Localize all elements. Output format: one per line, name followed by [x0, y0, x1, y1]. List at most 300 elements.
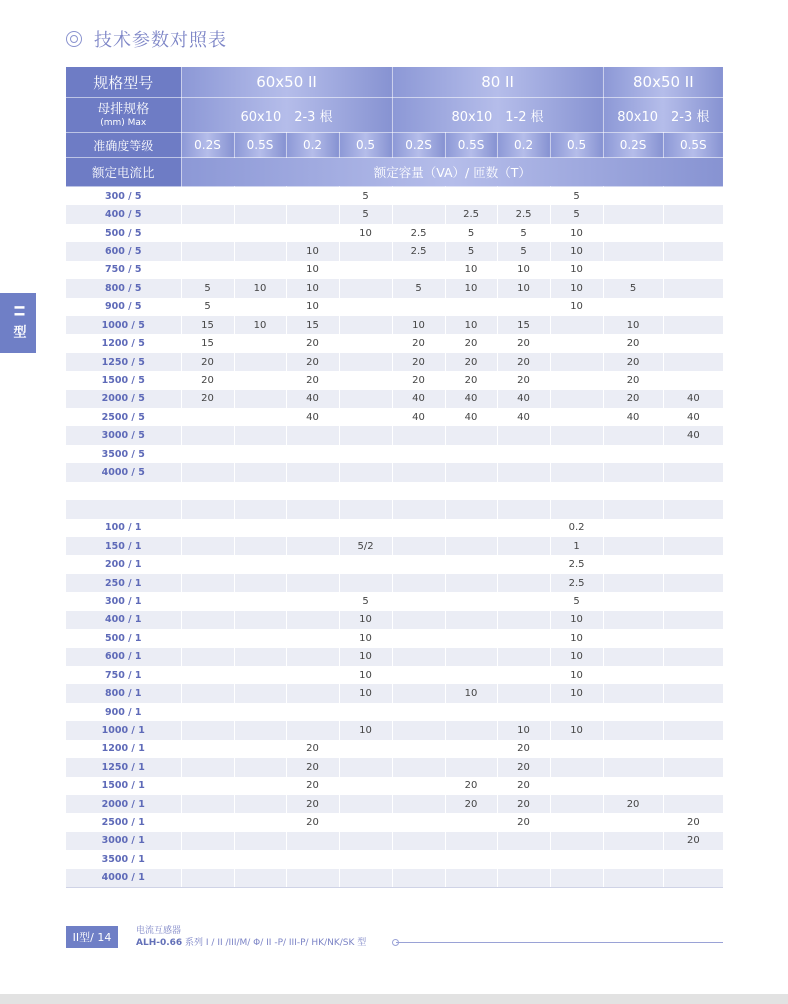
capacity-cell	[234, 390, 286, 408]
capacity-cell	[663, 703, 723, 721]
capacity-cell: 20	[286, 758, 339, 776]
capacity-cell	[497, 684, 550, 702]
capacity-cell	[497, 298, 550, 316]
capacity-cell: 40	[392, 390, 445, 408]
capacity-cell: 5	[339, 592, 392, 610]
capacity-cell: 1	[550, 537, 603, 555]
capacity-cell	[663, 463, 723, 481]
capacity-cell: 2.5	[550, 555, 603, 573]
capacity-cell	[181, 813, 234, 831]
table-row	[66, 740, 723, 758]
capacity-cell	[181, 555, 234, 573]
capacity-cell: 20	[497, 777, 550, 795]
capacity-cell	[234, 205, 286, 223]
capacity-cell	[663, 666, 723, 684]
ratio-cell: 1500 / 1	[66, 777, 181, 795]
capacity-cell	[234, 445, 286, 463]
capacity-cell: 20	[392, 334, 445, 352]
capacity-cell: 20	[497, 740, 550, 758]
capacity-cell	[392, 832, 445, 850]
ratio-cell: 500 / 5	[66, 224, 181, 242]
capacity-cell	[392, 869, 445, 888]
capacity-cell: 20	[497, 813, 550, 831]
capacity-cell: 40	[603, 408, 663, 426]
capacity-cell	[663, 758, 723, 776]
table-row	[66, 795, 723, 813]
capacity-cell	[286, 629, 339, 647]
capacity-cell	[445, 298, 497, 316]
capacity-cell	[234, 666, 286, 684]
capacity-cell	[234, 242, 286, 260]
capacity-cell	[181, 537, 234, 555]
capacity-cell: 10	[339, 666, 392, 684]
capacity-cell	[392, 519, 445, 537]
ratio-cell: 2000 / 1	[66, 795, 181, 813]
table-row	[66, 574, 723, 592]
table-row	[66, 777, 723, 795]
busbar-unit: (mm) Max	[100, 118, 147, 128]
capacity-cell: 2.5	[550, 574, 603, 592]
capacity-cell	[339, 279, 392, 297]
capacity-cell	[445, 555, 497, 573]
capacity-cell: 20	[286, 813, 339, 831]
capacity-cell	[550, 740, 603, 758]
capacity-cell: 20	[181, 390, 234, 408]
capacity-cell	[339, 555, 392, 573]
capacity-cell	[603, 463, 663, 481]
capacity-cell: 10	[550, 666, 603, 684]
capacity-cell	[286, 555, 339, 573]
capacity-cell	[286, 445, 339, 463]
capacity-cell	[550, 390, 603, 408]
capacity-cell: 2.5	[392, 242, 445, 260]
capacity-cell: 10	[550, 298, 603, 316]
capacity-cell	[181, 592, 234, 610]
capacity-cell	[663, 740, 723, 758]
capacity-cell	[181, 611, 234, 629]
capacity-cell	[339, 850, 392, 868]
capacity-cell	[392, 795, 445, 813]
ratio-cell: 600 / 1	[66, 648, 181, 666]
accuracy-cell: 0.5	[550, 133, 603, 158]
capacity-cell	[234, 555, 286, 573]
capacity-cell	[603, 426, 663, 444]
capacity-cell	[392, 740, 445, 758]
ratio-cell: 500 / 1	[66, 629, 181, 647]
capacity-cell: 5/2	[339, 537, 392, 555]
capacity-cell: 20	[286, 353, 339, 371]
capacity-cell	[445, 869, 497, 888]
capacity-cell: 10	[550, 684, 603, 702]
capacity-cell	[392, 758, 445, 776]
capacity-cell	[550, 758, 603, 776]
capacity-cell	[234, 298, 286, 316]
capacity-cell	[339, 500, 392, 518]
capacity-cell: 10	[550, 611, 603, 629]
capacity-cell: 5	[550, 592, 603, 610]
capacity-cell: 40	[445, 390, 497, 408]
header-row-accuracy	[66, 133, 723, 158]
capacity-cell	[392, 777, 445, 795]
capacity-cell	[445, 611, 497, 629]
capacity-cell: 10	[339, 684, 392, 702]
capacity-cell	[663, 205, 723, 223]
table-row	[66, 353, 723, 371]
capacity-cell	[550, 426, 603, 444]
table-row	[66, 611, 723, 629]
capacity-cell: 10	[392, 316, 445, 334]
capacity-cell	[663, 684, 723, 702]
capacity-cell: 10	[603, 316, 663, 334]
capacity-cell	[392, 850, 445, 868]
capacity-cell	[234, 482, 286, 500]
capacity-cell: 15	[497, 316, 550, 334]
busbar-80: 80x10 1-2 根	[392, 98, 603, 133]
capacity-cell	[497, 666, 550, 684]
capacity-cell	[234, 537, 286, 555]
capacity-cell: 20	[392, 353, 445, 371]
capacity-cell	[445, 592, 497, 610]
capacity-cell	[550, 408, 603, 426]
capacity-cell: 20	[497, 795, 550, 813]
capacity-cell	[181, 261, 234, 279]
capacity-cell	[497, 482, 550, 500]
capacity-cell	[445, 537, 497, 555]
capacity-cell	[550, 353, 603, 371]
capacity-cell	[181, 777, 234, 795]
capacity-cell	[663, 850, 723, 868]
capacity-cell: 40	[392, 408, 445, 426]
capacity-cell	[234, 463, 286, 481]
capacity-cell: 20	[181, 371, 234, 389]
capacity-cell	[392, 684, 445, 702]
capacity-cell	[497, 869, 550, 888]
capacity-cell	[286, 205, 339, 223]
capacity-cell	[339, 390, 392, 408]
capacity-cell	[234, 795, 286, 813]
capacity-cell	[663, 445, 723, 463]
ratio-cell	[66, 482, 181, 500]
capacity-cell	[286, 224, 339, 242]
capacity-cell	[392, 463, 445, 481]
capacity-cell	[339, 740, 392, 758]
capacity-cell	[550, 703, 603, 721]
capacity-cell	[234, 224, 286, 242]
capacity-cell	[663, 869, 723, 888]
capacity-cell: 10	[286, 261, 339, 279]
capacity-cell: 20	[603, 334, 663, 352]
capacity-cell	[445, 629, 497, 647]
capacity-cell	[286, 684, 339, 702]
capacity-cell	[181, 426, 234, 444]
capacity-cell: 20	[663, 832, 723, 850]
capacity-cell	[603, 224, 663, 242]
capacity-cell	[181, 205, 234, 223]
capacity-cell	[286, 537, 339, 555]
ratio-cell: 600 / 5	[66, 242, 181, 260]
capacity-cell: 20	[497, 371, 550, 389]
ratio-cell: 800 / 5	[66, 279, 181, 297]
capacity-cell	[286, 426, 339, 444]
capacity-cell	[603, 758, 663, 776]
capacity-cell	[603, 832, 663, 850]
ratio-cell: 750 / 5	[66, 261, 181, 279]
capacity-cell: 20	[445, 371, 497, 389]
capacity-cell	[234, 187, 286, 206]
capacity-cell	[234, 408, 286, 426]
capacity-cell	[181, 758, 234, 776]
capacity-cell: 10	[339, 721, 392, 739]
capacity-cell	[286, 500, 339, 518]
capacity-cell: 5	[392, 279, 445, 297]
capacity-cell	[234, 758, 286, 776]
table-row	[66, 813, 723, 831]
capacity-cell	[550, 832, 603, 850]
capacity-cell	[550, 445, 603, 463]
accuracy-cell: 0.5S	[234, 133, 286, 158]
table-row	[66, 279, 723, 297]
table-row	[66, 408, 723, 426]
header-row-busbar	[66, 98, 723, 133]
busbar-80x50: 80x10 2-3 根	[603, 98, 723, 133]
ratio-cell: 1250 / 1	[66, 758, 181, 776]
capacity-cell	[497, 574, 550, 592]
capacity-cell: 10	[445, 684, 497, 702]
capacity-cell	[663, 353, 723, 371]
table-row	[66, 648, 723, 666]
capacity-cell	[181, 795, 234, 813]
capacity-cell	[497, 703, 550, 721]
capacity-cell	[181, 869, 234, 888]
capacity-cell	[234, 574, 286, 592]
capacity-cell	[234, 519, 286, 537]
capacity-cell	[234, 592, 286, 610]
capacity-cell	[603, 721, 663, 739]
capacity-cell: 20	[286, 334, 339, 352]
ratio-cell: 400 / 1	[66, 611, 181, 629]
ratio-cell: 4000 / 5	[66, 463, 181, 481]
table-row	[66, 869, 723, 888]
capacity-cell	[392, 187, 445, 206]
capacity-cell: 10	[550, 648, 603, 666]
capacity-cell	[234, 813, 286, 831]
ratio-cell: 1200 / 5	[66, 334, 181, 352]
table-row	[66, 666, 723, 684]
page-bottom-bar	[0, 994, 788, 1004]
table-row	[66, 298, 723, 316]
capacity-cell	[181, 482, 234, 500]
capacity-cell	[603, 740, 663, 758]
ratio-cell: 300 / 1	[66, 592, 181, 610]
capacity-cell	[339, 869, 392, 888]
capacity-cell: 10	[286, 279, 339, 297]
capacity-cell	[445, 832, 497, 850]
capacity-cell	[445, 482, 497, 500]
capacity-cell: 10	[497, 279, 550, 297]
capacity-cell	[550, 463, 603, 481]
capacity-cell	[603, 205, 663, 223]
capacity-cell	[445, 426, 497, 444]
capacity-cell	[497, 648, 550, 666]
capacity-cell	[603, 850, 663, 868]
capacity-cell	[550, 813, 603, 831]
ratio-cell: 1000 / 1	[66, 721, 181, 739]
capacity-cell	[663, 482, 723, 500]
busbar-label-text: 母排规格	[97, 102, 150, 117]
capacity-cell	[392, 721, 445, 739]
capacity-cell	[445, 740, 497, 758]
capacity-cell	[497, 463, 550, 481]
capacity-cell	[603, 537, 663, 555]
capacity-cell	[392, 574, 445, 592]
spec-table	[66, 67, 723, 888]
capacity-cell: 10	[550, 242, 603, 260]
accuracy-cell: 0.2	[497, 133, 550, 158]
capacity-cell: 20	[603, 795, 663, 813]
capacity-cell: 15	[181, 334, 234, 352]
capacity-cell: 10	[550, 224, 603, 242]
capacity-cell	[339, 482, 392, 500]
capacity-cell: 20	[392, 371, 445, 389]
capacity-cell	[181, 463, 234, 481]
footer-product	[136, 926, 366, 949]
capacity-cell	[339, 445, 392, 463]
capacity-cell	[234, 371, 286, 389]
accuracy-cell: 0.2S	[181, 133, 234, 158]
capacity-cell: 20	[286, 740, 339, 758]
footer-line	[396, 942, 723, 943]
capacity-cell: 2.5	[445, 205, 497, 223]
capacity-cell: 20	[286, 777, 339, 795]
capacity-cell: 5	[339, 187, 392, 206]
table-row	[66, 426, 723, 444]
table-row	[66, 703, 723, 721]
capacity-cell	[234, 611, 286, 629]
ratio-label: 额定电流比	[66, 158, 181, 187]
accuracy-cell: 0.5S	[445, 133, 497, 158]
capacity-cell	[339, 832, 392, 850]
capacity-cell	[603, 519, 663, 537]
capacity-cell: 0.2	[550, 519, 603, 537]
capacity-cell: 2.5	[392, 224, 445, 242]
capacity-cell	[663, 611, 723, 629]
capacity-cell	[663, 777, 723, 795]
capacity-cell: 20	[686, 817, 700, 829]
table-row	[66, 205, 723, 223]
capacity-cell	[286, 703, 339, 721]
capacity-cell: 10	[339, 224, 392, 242]
capacity-cell	[392, 813, 445, 831]
table-row	[66, 482, 723, 500]
table-row	[66, 555, 723, 573]
capacity-cell	[663, 592, 723, 610]
capacity-cell	[550, 869, 603, 888]
capacity-label: 额定容量（VA）/ 匝数（T）	[181, 158, 723, 187]
busbar-60x50: 60x10 2-3 根	[181, 98, 392, 133]
capacity-cell: 5	[339, 205, 392, 223]
capacity-cell	[550, 850, 603, 868]
capacity-cell	[286, 574, 339, 592]
capacity-cell: 10	[339, 629, 392, 647]
capacity-cell	[392, 500, 445, 518]
capacity-cell: 40	[686, 411, 700, 423]
capacity-cell	[663, 555, 723, 573]
capacity-cell: 10	[445, 316, 497, 334]
ratio-cell: 800 / 1	[66, 684, 181, 702]
model-label: 规格型号	[66, 67, 181, 98]
capacity-cell	[286, 611, 339, 629]
capacity-cell	[550, 334, 603, 352]
ratio-cell: 750 / 1	[66, 666, 181, 684]
capacity-cell	[497, 850, 550, 868]
capacity-cell	[663, 648, 723, 666]
model-60x50: 60x50 II	[181, 67, 392, 98]
capacity-cell	[663, 279, 723, 297]
table-row	[66, 592, 723, 610]
capacity-cell: 20	[445, 795, 497, 813]
capacity-cell	[497, 611, 550, 629]
capacity-cell: 20	[181, 353, 234, 371]
capacity-cell	[181, 519, 234, 537]
capacity-cell: 20	[445, 334, 497, 352]
capacity-cell	[497, 537, 550, 555]
capacity-cell	[445, 445, 497, 463]
ratio-cell: 1000 / 5	[66, 316, 181, 334]
capacity-cell	[603, 298, 663, 316]
ratio-cell: 3500 / 1	[66, 850, 181, 868]
capacity-cell	[603, 611, 663, 629]
ratio-cell: 3000 / 1	[66, 832, 181, 850]
capacity-cell	[392, 205, 445, 223]
capacity-cell	[392, 648, 445, 666]
capacity-cell	[445, 500, 497, 518]
table-row	[66, 371, 723, 389]
capacity-cell	[286, 187, 339, 206]
ratio-cell: 400 / 5	[66, 205, 181, 223]
capacity-cell	[497, 500, 550, 518]
capacity-cell	[497, 445, 550, 463]
capacity-cell	[445, 187, 497, 206]
capacity-cell	[603, 592, 663, 610]
footer-product-series: 系列 I / II /III/M/ Φ/ II -P/ III-P/ HK/NK/SK 型	[182, 938, 367, 948]
capacity-cell: 40	[286, 408, 339, 426]
page-title-text: 技术参数对照表	[94, 30, 227, 51]
capacity-cell	[392, 261, 445, 279]
ratio-cell: 1200 / 1	[66, 740, 181, 758]
capacity-cell	[603, 684, 663, 702]
capacity-cell	[550, 500, 603, 518]
footer-subtitle: 电流互感器	[136, 926, 182, 936]
capacity-cell: 20	[603, 390, 663, 408]
capacity-cell	[445, 463, 497, 481]
capacity-cell	[286, 482, 339, 500]
side-section-tab	[0, 293, 36, 353]
capacity-cell	[286, 850, 339, 868]
capacity-cell	[497, 629, 550, 647]
ratio-cell: 100 / 1	[66, 519, 181, 537]
table-row	[66, 721, 723, 739]
capacity-cell	[339, 242, 392, 260]
table-row	[66, 758, 723, 776]
capacity-cell: 10	[234, 316, 286, 334]
capacity-cell	[339, 463, 392, 481]
header-row-ratio	[66, 158, 723, 187]
capacity-cell	[603, 500, 663, 518]
busbar-label	[66, 98, 181, 133]
ratio-cell: 3500 / 5	[66, 445, 181, 463]
table-row	[66, 629, 723, 647]
accuracy-cell: 0.2S	[603, 133, 663, 158]
